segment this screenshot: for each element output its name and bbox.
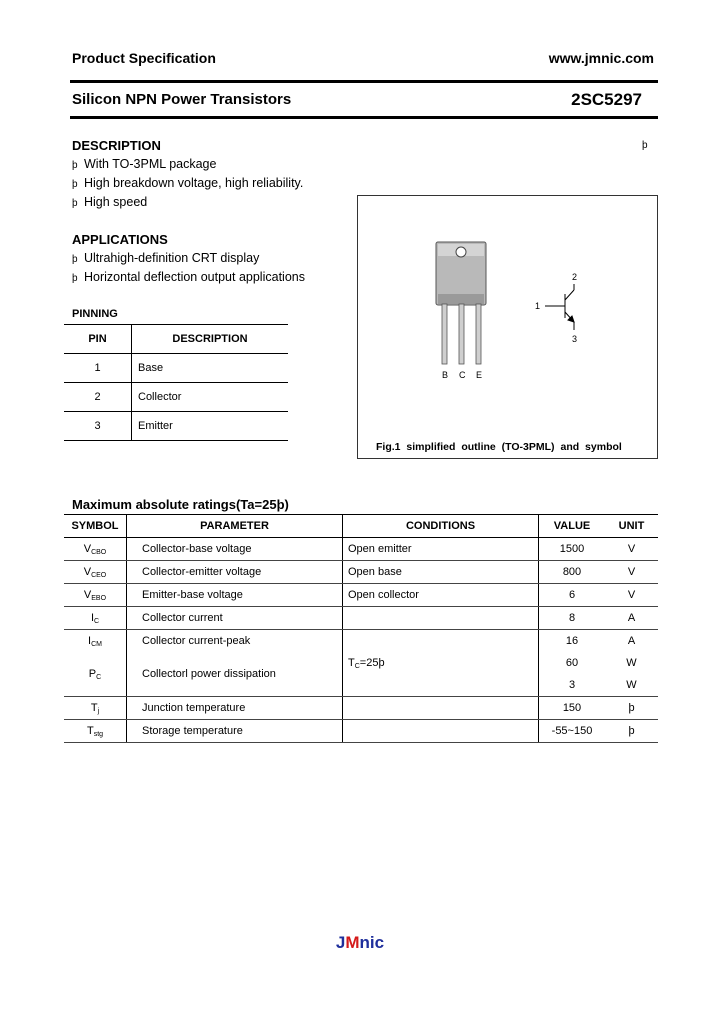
part-number: 2SC5297 bbox=[571, 90, 642, 109]
table-row bbox=[64, 720, 658, 743]
mounting-hole bbox=[456, 247, 466, 257]
table-row bbox=[64, 538, 658, 561]
pinning-table bbox=[64, 324, 288, 441]
pinning-heading: PINNING bbox=[72, 308, 118, 320]
unit-cell: W bbox=[626, 657, 637, 669]
logo-letter-m: M bbox=[345, 933, 360, 952]
symbol-cell bbox=[64, 607, 127, 630]
symbol-cell bbox=[64, 538, 127, 561]
pinning-header-row bbox=[64, 325, 288, 354]
package-outline-figure bbox=[358, 196, 657, 458]
parameter-cell: Collector-base voltage bbox=[127, 538, 343, 561]
pin-column-header: PIN bbox=[64, 325, 132, 354]
condition-cell bbox=[343, 720, 539, 743]
symbol-cell bbox=[64, 697, 127, 720]
symbol-subscript: j bbox=[97, 707, 100, 715]
condition-symbol: T bbox=[348, 656, 355, 669]
symbol-cell bbox=[64, 630, 127, 653]
pin-number: 3 bbox=[64, 412, 132, 441]
symbol-cell bbox=[64, 652, 127, 697]
symbol-subscript: stg bbox=[93, 730, 104, 738]
condition-cell: Open emitter bbox=[343, 538, 539, 561]
symbol-cell bbox=[64, 720, 127, 743]
parameter-cell: Collector-emitter voltage bbox=[127, 561, 343, 584]
logo-letters-nic: nic bbox=[359, 933, 385, 952]
unit-cell: A bbox=[627, 635, 636, 647]
symbol-subscript: CBO bbox=[91, 548, 107, 556]
application-item bbox=[72, 270, 305, 284]
symbol-letter: V bbox=[83, 565, 92, 578]
description-item bbox=[72, 157, 216, 171]
symbol-letter: V bbox=[83, 542, 92, 555]
applications-heading: APPLICATIONS bbox=[72, 232, 168, 247]
lead-label-b: B bbox=[442, 370, 449, 380]
stray-mark: þ bbox=[642, 140, 648, 151]
condition-cell: Open collector bbox=[343, 584, 539, 607]
symbol-letter: P bbox=[88, 667, 97, 680]
parameter-cell: Collector current-peak bbox=[127, 630, 343, 653]
description-item bbox=[72, 176, 303, 190]
parameter-column-header: PARAMETER bbox=[127, 515, 343, 538]
symbol-letter: T bbox=[90, 701, 98, 714]
unit-cell: V bbox=[605, 538, 658, 561]
table-row bbox=[64, 697, 658, 720]
lead-label-e: E bbox=[476, 370, 483, 380]
value-cell: 1500 bbox=[539, 538, 606, 561]
symbol-cell bbox=[64, 584, 127, 607]
description-text: High speed bbox=[84, 195, 148, 209]
condition-text: =25þ bbox=[359, 656, 385, 669]
value-cell: 60 bbox=[539, 652, 606, 674]
pin-number: 1 bbox=[64, 354, 132, 383]
symbol-subscript: CM bbox=[91, 640, 102, 648]
ratings-heading: Maximum absolute ratings(Ta=25þ) bbox=[72, 497, 289, 512]
unit-cell: A bbox=[605, 607, 658, 630]
condition-cell bbox=[343, 697, 539, 720]
website-url[interactable]: www.jmnic.com bbox=[548, 50, 654, 66]
lead-collector bbox=[459, 304, 464, 364]
parameter-cell: Emitter-base voltage bbox=[127, 584, 343, 607]
parameter-cell: Collector current bbox=[127, 607, 343, 630]
symbol-subscript: EBO bbox=[91, 594, 107, 602]
symbol-letter: I bbox=[88, 634, 92, 647]
pin-description: Base bbox=[132, 354, 289, 383]
condition-cell bbox=[343, 607, 539, 630]
lead-emitter bbox=[476, 304, 481, 364]
value-column-header: VALUE bbox=[539, 515, 606, 538]
description-column-header: DESCRIPTION bbox=[132, 325, 289, 354]
description-text: High breakdown voltage, high reliability. bbox=[84, 176, 304, 190]
description-item bbox=[72, 195, 147, 209]
figure-caption: Fig.1 simplified outline (TO-3PML) and symbol bbox=[376, 441, 622, 453]
bullet-icon: þ bbox=[72, 179, 78, 190]
symbol-subscript: C bbox=[94, 617, 100, 625]
symbol-pin-2: 2 bbox=[572, 272, 578, 282]
symbol-subscript: CEO bbox=[91, 571, 107, 579]
table-row bbox=[64, 584, 658, 607]
unit-cell: V bbox=[605, 561, 658, 584]
unit-cell: þ bbox=[605, 720, 658, 743]
lead-base bbox=[442, 304, 447, 364]
description-heading: DESCRIPTION bbox=[72, 138, 161, 153]
symbol-letter: I bbox=[90, 611, 94, 624]
value-cell: 800 bbox=[539, 561, 606, 584]
product-spec-label: Product Specification bbox=[72, 50, 216, 66]
table-row bbox=[64, 630, 658, 653]
title-rule bbox=[70, 116, 658, 119]
unit-cell: V bbox=[605, 584, 658, 607]
value-cell: -55~150 bbox=[539, 720, 606, 743]
figure-box bbox=[357, 195, 658, 459]
value-cell: 8 bbox=[539, 607, 606, 630]
symbol-pin-1: 1 bbox=[535, 301, 541, 311]
symbol-letter: V bbox=[83, 588, 92, 601]
table-row bbox=[64, 354, 288, 383]
parameter-cell: Collectorl power dissipation bbox=[127, 652, 343, 697]
value-cell: 6 bbox=[539, 584, 606, 607]
document-title: Silicon NPN Power Transistors bbox=[72, 91, 292, 108]
unit-cell: þ bbox=[605, 697, 658, 720]
description-text: With TO-3PML package bbox=[84, 157, 217, 171]
value-cell: 16 bbox=[539, 630, 606, 653]
symbol-column-header: SYMBOL bbox=[64, 515, 127, 538]
symbol-subscript: C bbox=[96, 673, 102, 681]
conditions-column-header: CONDITIONS bbox=[343, 515, 539, 538]
symbol-letter: T bbox=[86, 724, 94, 737]
pin-description: Emitter bbox=[132, 412, 289, 441]
parameter-cell: Storage temperature bbox=[127, 720, 343, 743]
application-item bbox=[72, 251, 259, 265]
value-cell: 150 bbox=[539, 697, 606, 720]
pin-description: Collector bbox=[132, 383, 289, 412]
value-cell: 3 bbox=[539, 674, 606, 697]
pin-number: 2 bbox=[64, 383, 132, 412]
bullet-icon: þ bbox=[72, 254, 78, 265]
logo-letter-j: J bbox=[335, 933, 346, 952]
bullet-icon: þ bbox=[72, 198, 78, 209]
condition-cell: Open base bbox=[343, 561, 539, 584]
symbol-cell bbox=[64, 561, 127, 584]
header-rule bbox=[70, 80, 658, 83]
unit-column-header: UNIT bbox=[605, 515, 658, 538]
npn-transistor-symbol-icon bbox=[545, 284, 574, 330]
bullet-icon: þ bbox=[72, 273, 78, 284]
table-row bbox=[64, 561, 658, 584]
lead-label-c: C bbox=[459, 370, 466, 380]
application-text: Ultrahigh-definition CRT display bbox=[84, 251, 260, 265]
package-base bbox=[438, 294, 484, 304]
jmnic-logo bbox=[0, 933, 720, 953]
ratings-table bbox=[64, 514, 658, 743]
condition-subscript: C bbox=[354, 662, 360, 670]
application-text: Horizontal deflection output applications bbox=[84, 270, 305, 284]
bullet-icon: þ bbox=[72, 160, 78, 171]
table-row bbox=[64, 383, 288, 412]
table-row bbox=[64, 412, 288, 441]
symbol-pin-3: 3 bbox=[572, 334, 578, 344]
condition-cell-power bbox=[343, 630, 539, 697]
unit-cell: W bbox=[605, 674, 658, 697]
ratings-header-row bbox=[64, 515, 658, 538]
parameter-cell: Junction temperature bbox=[127, 697, 343, 720]
table-row bbox=[64, 607, 658, 630]
